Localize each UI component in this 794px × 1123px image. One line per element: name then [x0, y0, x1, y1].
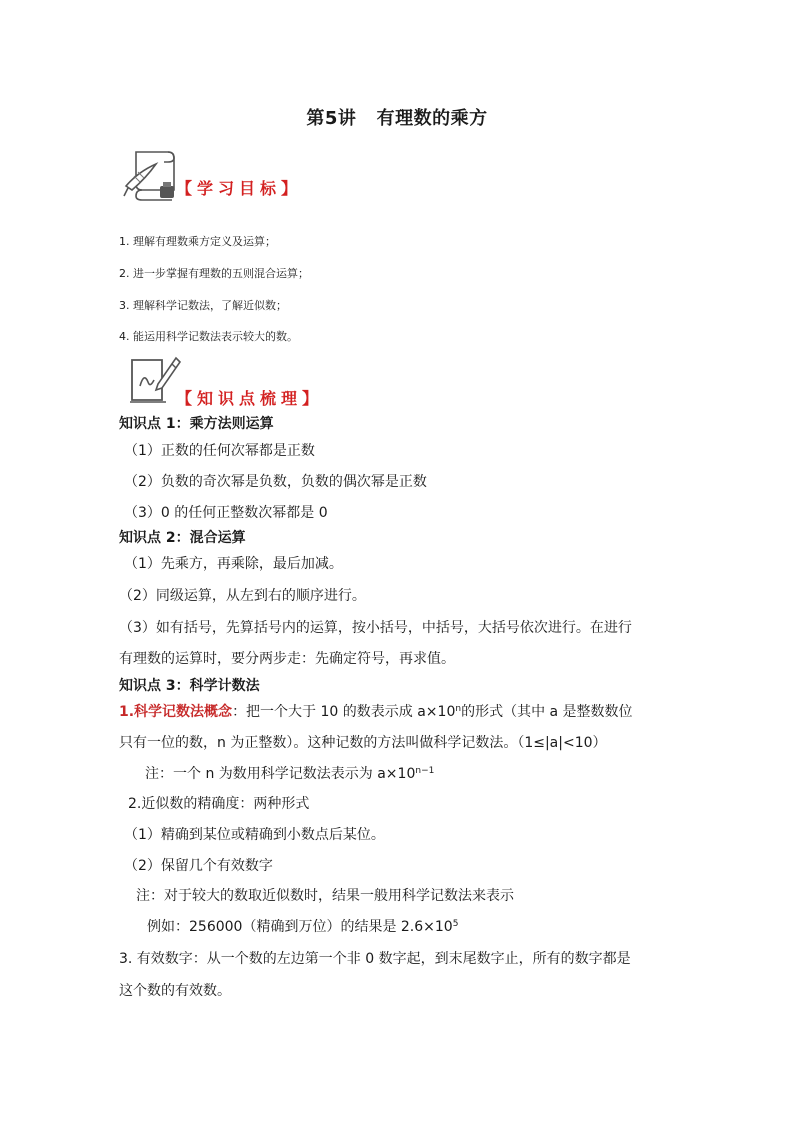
example-text: 例如：256000（精确到万位）的结果是 2.6×10	[147, 919, 453, 935]
list-item: （2）负数的奇次幂是负数，负数的偶次幂是正数	[124, 474, 427, 490]
significant-figures-line: 3. 有效数字：从一个数的左边第一个非 0 数字起，到末尾数字止，所有的数字都是	[119, 951, 631, 967]
goal-item: 2. 进一步掌握有理数的五则混合运算；	[119, 267, 309, 280]
concept-exponent: n	[455, 704, 462, 714]
writing-note-icon	[122, 350, 182, 406]
note-exponent: n−1	[415, 766, 435, 776]
example-exponent: 5	[452, 919, 459, 929]
list-item: （2）保留几个有效数字	[124, 858, 273, 874]
goal-item: 1. 理解有理数乘方定义及运算；	[119, 235, 276, 248]
list-item: （3）0 的任何正整数次幂都是 0	[124, 505, 328, 521]
concept-label: 1.科学记数法概念	[119, 704, 233, 720]
concept-text: ：把一个大于 10 的数表示成 a×10	[232, 704, 456, 720]
note-line-2: 注：对于较大的数取近似数时，结果一般用科学记数法来表示	[136, 888, 514, 904]
page-title: 第5讲 有理数的乘方	[306, 108, 488, 129]
note-line	[145, 764, 434, 784]
knowledge-point-heading: 知识点 3：科学计数法	[119, 678, 260, 694]
scroll-quill-icon	[122, 146, 182, 202]
goal-item: 4. 能运用科学记数法表示较大的数。	[119, 330, 298, 343]
knowledge-point-heading: 知识点 2：混合运算	[119, 530, 246, 546]
section-banner-learning-goals: 【学习目标】	[176, 179, 303, 198]
concept-line	[119, 702, 633, 722]
section-banner-knowledge-points: 【知识点梳理】	[176, 389, 324, 408]
example-line	[147, 917, 458, 937]
list-item: （2）同级运算，从左到右的顺序进行。	[119, 588, 366, 604]
significant-figures-line-2: 这个数的有效数。	[119, 983, 231, 999]
approx-heading: 2.近似数的精确度：两种形式	[128, 796, 310, 812]
list-item: （3）如有括号，先算括号内的运算，按小括号，中括号，大括号依次进行。在进行	[119, 620, 632, 636]
list-item: （1）先乘方，再乘除，最后加减。	[124, 556, 343, 572]
concept-text-2: 的形式（其中 a 是整数数位	[461, 704, 633, 720]
list-item: （1）精确到某位或精确到小数点后某位。	[124, 827, 385, 843]
note-text: 注：一个 n 为数用科学记数法表示为 a×10	[145, 766, 416, 782]
concept-line-2: 只有一位的数，n 为正整数）。这种记数的方法叫做科学记数法。（1≤|a|<10）	[119, 735, 607, 751]
list-item: 有理数的运算时，要分两步走：先确定符号，再求值。	[119, 651, 455, 667]
goal-item: 3. 理解科学记数法，了解近似数；	[119, 299, 287, 312]
list-item: （1）正数的任何次幂都是正数	[124, 443, 315, 459]
knowledge-point-heading: 知识点 1：乘方法则运算	[119, 416, 274, 432]
